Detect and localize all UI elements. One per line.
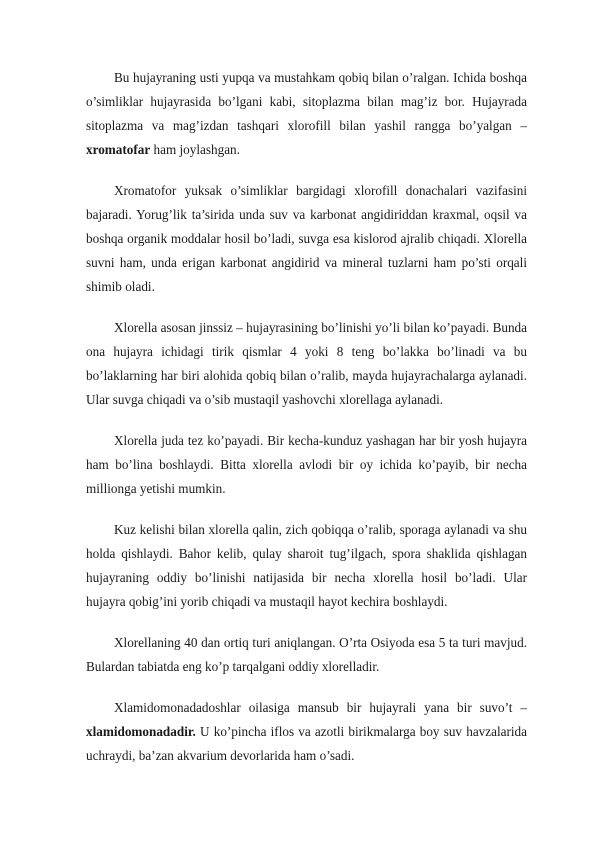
- document-page: [86, 66, 527, 785]
- paragraph-chlamydomonas: [86, 696, 527, 768]
- text-run: Kuz kelishi bilan xlorella qalin, zich qobiqqa o’ralib, sporaga aylanadi va shu holda qishlaydi. Bahor kelib, qulay sharoit tug’ilgach, spora shaklida qishlagan hujayraning oddiy bo’linishi natijasida bir necha xlorella hosil bo’ladi. Ular hujayra qobig’ini yorib chiqadi va mustaqil hayot kechira boshlaydi.: [86, 522, 527, 609]
- text-run: Bu hujayraning usti yupqa va mustahkam qobiq bilan o’ralgan. Ichida boshqa o’simliklar hujayrasida bo’lgani kabi, sitoplazma bilan mag’iz bor. Hujayrada sitoplazma va mag’izdan tashqari xlorofill bilan yashil rangga bo’yalgan –: [86, 70, 527, 133]
- text-run: Xlamidomonadadoshlar oilasiga mansub bir hujayrali yana bir suvo’t –: [114, 700, 527, 715]
- paragraph-species-count: [86, 631, 527, 679]
- paragraph-asexual-reproduction: [86, 316, 527, 412]
- paragraph-spore-wintering: [86, 518, 527, 614]
- paragraph-reproduction-rate: [86, 429, 527, 501]
- text-run: Xromatofor yuksak o’simliklar bargidagi xlorofill donachalari vazifasini bajaradi. Yorug’lik ta’sirida unda suv va karbonat angidiriddan kraxmal, oqsil va boshqa organik moddalar hosil bo’ladi, suvga esa kislorod ajralib chiqadi. Xlorella suvni ham, unda erigan karbonat angidirid va mineral tuzlarni ham po’sti orqali shimib oladi.: [86, 183, 527, 294]
- paragraph-cell-structure: [86, 66, 527, 162]
- text-run: Xlorella juda tez ko’payadi. Bir kecha-kunduz yashagan har bir yosh hujayra ham bo’lina boshlaydi. Bitta xlorella avlodi bir oy ichida ko’payib, bir necha millionga yetishi mumkin.: [86, 433, 527, 496]
- term-xlamidomonada: xlamidomonadadir.: [86, 724, 196, 739]
- paragraph-chromatophore-function: [86, 179, 527, 299]
- text-run: Xlorella asosan jinssiz – hujayrasining bo’linishi yo’li bilan ko’payadi. Bunda ona hujayra ichidagi tirik qismlar 4 yoki 8 teng bo’lakka bo’linadi va bu bo’laklarning har biri alohida qobiq bilan o’ralib, mayda hujayrachalarga aylanadi. Ular suvga chiqadi va o’sib mustaqil yashovchi xlorellaga aylanadi.: [86, 320, 527, 407]
- text-run: Xlorellaning 40 dan ortiq turi aniqlangan. O’rta Osiyoda esa 5 ta turi mavjud. Bulardan tabiatda eng ko’p tarqalgani oddiy xlorelladir.: [86, 635, 527, 674]
- text-run: U ko’pincha iflos va azotli birikmalarga boy suv havzalarida uchraydi, ba’zan akvarium devorlarida ham o’sadi.: [86, 724, 527, 763]
- term-xromatofar: xromatofar: [86, 142, 151, 157]
- text-run: ham joylashgan.: [150, 142, 240, 157]
